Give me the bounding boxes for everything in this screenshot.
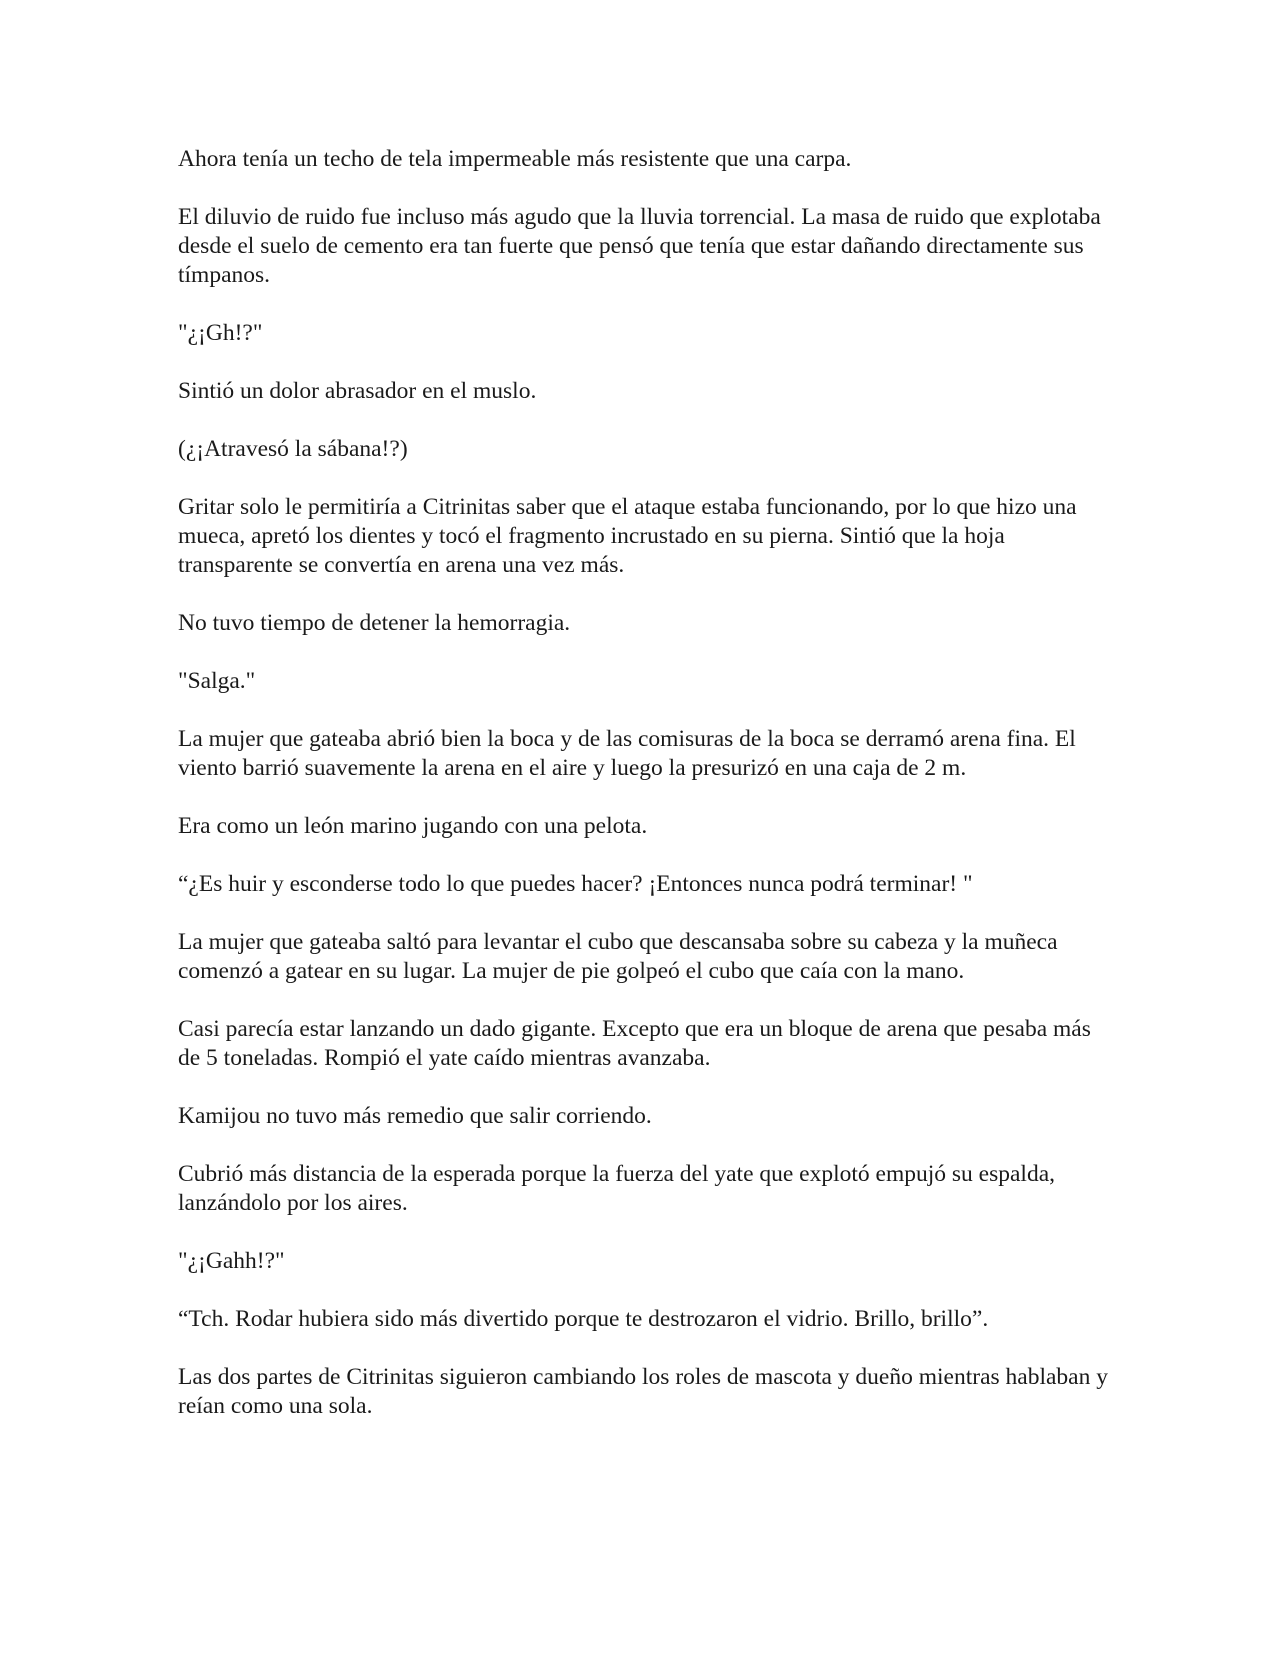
paragraph: "Salga." <box>178 668 256 694</box>
paragraph: Ahora tenía un techo de tela impermeable más resistente que una carpa. <box>178 146 852 172</box>
paragraph: “¿Es huir y esconderse todo lo que puedes hacer? ¡Entonces nunca podrá terminar! " <box>178 871 973 897</box>
paragraph: "¿¡Gh!?" <box>178 320 263 346</box>
paragraph: Casi parecía estar lanzando un dado gigante. Excepto que era un bloque de arena que pesaba más de 5 toneladas. Rompió el yate caído mientras avanzaba. <box>178 1016 1091 1071</box>
paragraph: Las dos partes de Citrinitas siguieron cambiando los roles de mascota y dueño mientras hablaban y reían como una sola. <box>178 1364 1108 1419</box>
paragraph: El diluvio de ruido fue incluso más agudo que la lluvia torrencial. La masa de ruido que explotaba desde el suelo de cemento era tan fuerte que pensó que tenía que estar dañando directamente sus tímpanos. <box>178 204 1101 288</box>
paragraph: No tuvo tiempo de detener la hemorragia. <box>178 610 571 636</box>
paragraph: Era como un león marino jugando con una pelota. <box>178 813 648 839</box>
paragraph: La mujer que gateaba saltó para levantar el cubo que descansaba sobre su cabeza y la muñeca comenzó a gatear en su lugar. La mujer de pie golpeó el cubo que caía con la mano. <box>178 929 1058 984</box>
paragraph: La mujer que gateaba abrió bien la boca y de las comisuras de la boca se derramó arena fina. El viento barrió suavemente la arena en el aire y luego la presurizó en una caja de 2 m. <box>178 726 1076 781</box>
paragraph: (¿¡Atravesó la sábana!?) <box>178 436 408 462</box>
document-body <box>178 145 1118 1450</box>
paragraph: “Tch. Rodar hubiera sido más divertido porque te destrozaron el vidrio. Brillo, brillo”. <box>178 1306 989 1332</box>
paragraph: Gritar solo le permitiría a Citrinitas saber que el ataque estaba funcionando, por lo que hizo una mueca, apretó los dientes y tocó el fragmento incrustado en su pierna. Sintió que la hoja transparente se convertía en arena una vez más. <box>178 494 1077 578</box>
paragraph: "¿¡Gahh!?" <box>178 1248 285 1274</box>
paragraph: Kamijou no tuvo más remedio que salir corriendo. <box>178 1103 652 1129</box>
paragraph: Sintió un dolor abrasador en el muslo. <box>178 378 537 404</box>
paragraph: Cubrió más distancia de la esperada porque la fuerza del yate que explotó empujó su espalda, lanzándolo por los aires. <box>178 1161 1056 1216</box>
